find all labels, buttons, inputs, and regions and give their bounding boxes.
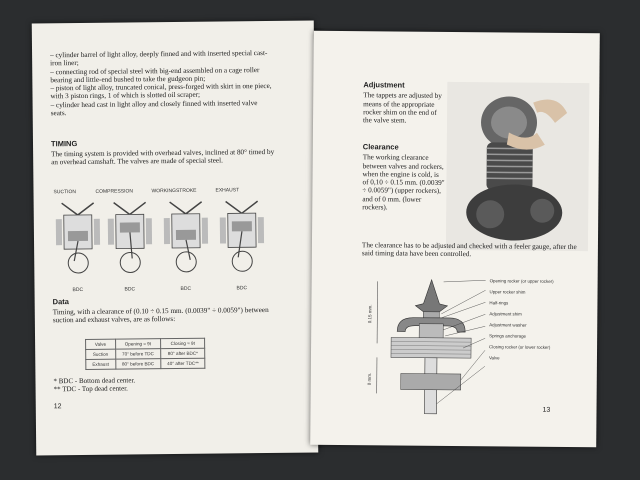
- list-item: – piston of light alloy, truncated conical, press-forged with skirt in one piece, with 3 piston rings, 1 of which is slotted oil scraper;: [50, 82, 272, 101]
- page-number: 13: [542, 406, 551, 414]
- timing-heading: TIMING: [50, 139, 78, 149]
- table-header: Closing ≈ 9t: [160, 338, 205, 348]
- list-item: – connecting rod of special steel with big-end assembled on a cage roller bearing and little-end bushed to take the gudgeon pin;: [50, 65, 260, 85]
- data-section: [53, 295, 277, 325]
- table-cell: Suction: [86, 349, 116, 359]
- stroke-diagrams: [43, 187, 276, 299]
- part-label: Valve: [488, 355, 500, 361]
- footnote: ** TDC - Top dead center.: [53, 384, 128, 394]
- footnote: * BDC - Bottom dead center.: [53, 376, 136, 386]
- timing-table: [85, 338, 206, 370]
- valve-diagram: [360, 273, 491, 424]
- data-text: Timing, with a clearance of (0.10 ÷ 0.15 mm. (0.0039" ÷ 0.0059") between suction and exhaust valves, are as follows:: [52, 306, 269, 325]
- table-cell: Exhaust: [86, 359, 116, 369]
- clearance-text: The working clearance between valves and rockers, when the engine is cold, is of 0,10 ÷ 0.15 mm. (0.0039" ÷ 0.0059") (upper rockers), and of 0 mm. (lower rockers).: [362, 153, 445, 212]
- cylinder-diagram-exhaust: [220, 201, 265, 271]
- part-label: Opening rocker (or upper rocker): [489, 278, 554, 284]
- table-header: Valve: [86, 339, 116, 349]
- part-label: Closing rocker (or lower rocker): [489, 344, 551, 350]
- left-page: [32, 21, 319, 456]
- right-page: [310, 31, 600, 447]
- stroke-label: WORKINGSTROKE: [151, 187, 197, 195]
- bdc-label: BDC: [72, 286, 84, 294]
- dim-label-bottom: 0 mm.: [366, 372, 372, 386]
- timing-section: [51, 137, 275, 167]
- cylinder-diagram-suction: [56, 203, 101, 273]
- table-cell: 80° after BDC*: [161, 348, 206, 358]
- stroke-label: SUCTION: [53, 189, 77, 196]
- engine-photo: [446, 82, 589, 251]
- component-list: [50, 49, 273, 118]
- clearance-text-2: The clearance has to be adjusted and checked with a feeler gauge, after the said timing data have been controlled.: [361, 241, 577, 259]
- valve-part-labels: [489, 278, 554, 367]
- stroke-label: EXHAUST: [215, 187, 240, 194]
- part-label: Adjustment shim: [489, 311, 522, 317]
- table-cell: 40° after TDC**: [161, 358, 206, 368]
- part-label: Adjustment washer: [489, 322, 527, 328]
- clearance-heading: Clearance: [362, 142, 399, 152]
- bdc-label: BDC: [180, 285, 192, 292]
- table-cell: 80° before BDC: [115, 359, 160, 369]
- clearance-section: [362, 143, 447, 212]
- stroke-label: COMPRESSION: [95, 188, 134, 195]
- cylinder-diagram-workingstroke: [164, 202, 209, 272]
- part-label: Half-rings: [489, 300, 509, 306]
- page-number: 12: [53, 403, 62, 411]
- timing-text: The timing system is provided with overhead valves, inclined at 80° timed by an overhead camshaft. The valves are made of special steel.: [51, 147, 275, 167]
- bdc-label: BDC: [124, 286, 136, 293]
- data-heading: Data: [52, 297, 69, 307]
- adjustment-text: The tappets are adjusted by means of the appropriate rocker shim on the end of the valve stem.: [362, 91, 442, 125]
- adjustment-section: [363, 81, 447, 125]
- table-header: Opening ≈ 9t: [115, 339, 160, 349]
- table-cell: 70° before TDC: [115, 349, 160, 359]
- bdc-label: BDC: [236, 285, 248, 292]
- dim-label-top: 0.15 mm.: [367, 304, 373, 324]
- engine-illustration: [446, 82, 589, 251]
- cylinder-diagrams: [44, 195, 277, 293]
- list-item: – cylinder head cast in light alloy and closely finned with inserted valve seats.: [50, 98, 258, 118]
- part-label: Upper rocker shim: [489, 289, 526, 295]
- list-item: – cylinder barrel of light alloy, deeply finned and with inserted special cast-iron liner;: [50, 49, 268, 68]
- table-row: [86, 358, 206, 369]
- footnotes: [53, 376, 135, 393]
- adjustment-heading: Adjustment: [363, 80, 405, 90]
- cylinder-diagram-compression: [108, 202, 153, 272]
- part-label: Springs anchorage: [489, 333, 527, 339]
